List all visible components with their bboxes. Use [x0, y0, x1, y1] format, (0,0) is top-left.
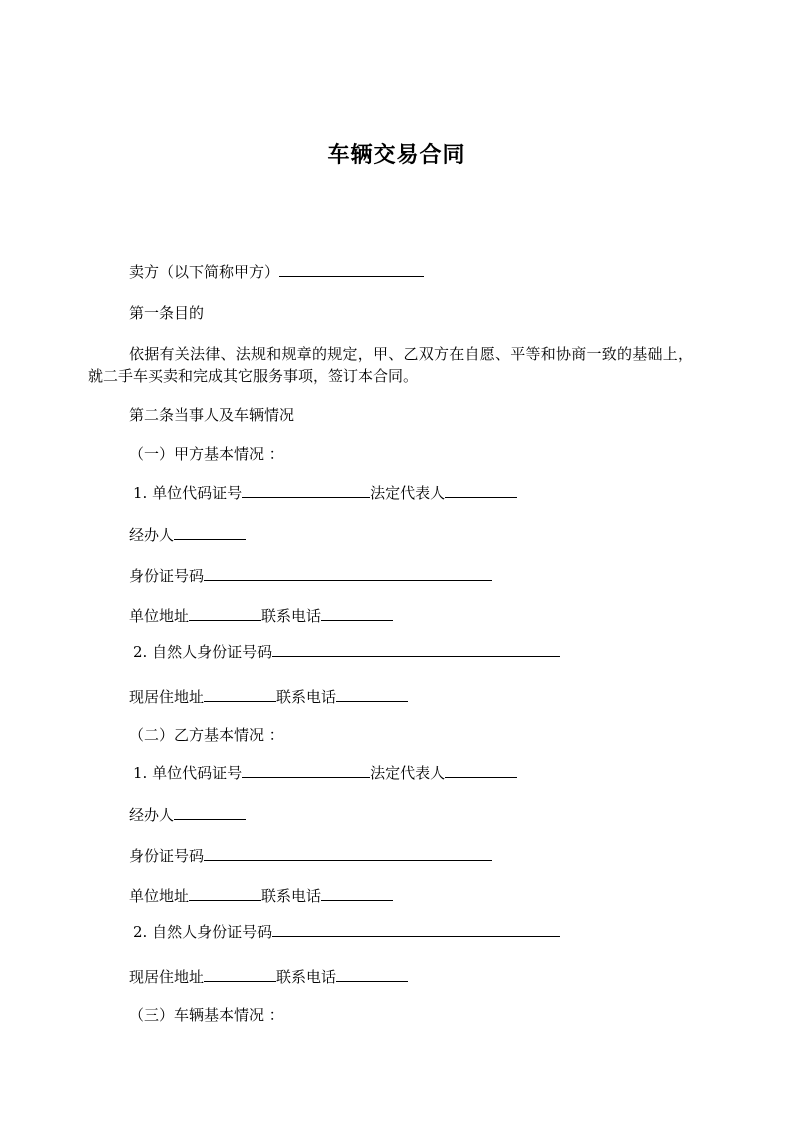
- phone-blank: [321, 604, 393, 621]
- party-a-residence-line: [129, 685, 408, 708]
- party-a-heading: （一）甲方基本情况 ：: [129, 445, 284, 463]
- person-id-label: 2. 自然人身份证号码: [133, 643, 273, 661]
- id-number-label: 身份证号码: [129, 567, 205, 585]
- unit-address-blank: [189, 884, 261, 901]
- party-b-id-line: [129, 844, 492, 867]
- unit-code-blank: [242, 481, 370, 498]
- person-id-blank: [272, 640, 560, 657]
- current-address-label: 现居住地址: [129, 968, 205, 986]
- vehicle-heading: （三）车辆基本情况 ：: [129, 1006, 284, 1024]
- phone-label: 联系电话: [261, 607, 322, 625]
- party-b-address-line: [129, 884, 393, 907]
- unit-address-label: 单位地址: [129, 607, 190, 625]
- seller-blank: [279, 260, 424, 277]
- article1-title: 第一条目的: [129, 304, 205, 322]
- agent-label: 经办人: [129, 526, 175, 544]
- party-a-person-id-line: [133, 640, 560, 663]
- party-a-address-line: [129, 604, 393, 627]
- id-number-blank: [204, 564, 492, 581]
- current-address-label: 现居住地址: [129, 688, 205, 706]
- document-title: 车辆交易合同: [327, 143, 466, 168]
- phone2-blank: [336, 965, 408, 982]
- unit-address-label: 单位地址: [129, 887, 190, 905]
- current-address-blank: [204, 685, 276, 702]
- id-number-blank: [204, 844, 492, 861]
- unit-address-blank: [189, 604, 261, 621]
- legal-rep-label: 法定代表人: [370, 764, 446, 782]
- article1-text: 依据有关法律、法规和规章的规定，甲、乙双方在自愿、平等和协商一致的基础上，就二手车买卖和完成其它服务事项，签订本合同。: [88, 345, 693, 385]
- phone-blank: [321, 884, 393, 901]
- person-id-blank: [272, 920, 560, 937]
- agent-label: 经办人: [129, 806, 175, 824]
- party-b-residence-line: [129, 965, 408, 988]
- phone2-blank: [336, 685, 408, 702]
- unit-code-label: 1. 单位代码证号: [133, 764, 243, 782]
- person-id-label: 2. 自然人身份证号码: [133, 923, 273, 941]
- party-b-unit-line: [133, 761, 517, 784]
- party-b-person-id-line: [133, 920, 560, 943]
- legal-rep-blank: [445, 481, 517, 498]
- phone-label: 联系电话: [261, 887, 322, 905]
- legal-rep-label: 法定代表人: [370, 484, 446, 502]
- party-a-agent-line: [129, 523, 246, 546]
- party-b-heading: （二）乙方基本情况 ：: [129, 726, 284, 744]
- phone2-label: 联系电话: [276, 968, 337, 986]
- party-b-agent-line: [129, 803, 246, 826]
- agent-blank: [174, 523, 246, 540]
- seller-line: [129, 260, 424, 283]
- article2-title: 第二条当事人及车辆情况: [129, 406, 295, 424]
- unit-code-blank: [242, 761, 370, 778]
- party-a-unit-line: [133, 481, 517, 504]
- party-a-id-line: [129, 564, 492, 587]
- unit-code-label: 1. 单位代码证号: [133, 484, 243, 502]
- agent-blank: [174, 803, 246, 820]
- legal-rep-blank: [445, 761, 517, 778]
- id-number-label: 身份证号码: [129, 847, 205, 865]
- current-address-blank: [204, 965, 276, 982]
- seller-label: 卖方（以下简称甲方）: [129, 263, 280, 281]
- phone2-label: 联系电话: [276, 688, 337, 706]
